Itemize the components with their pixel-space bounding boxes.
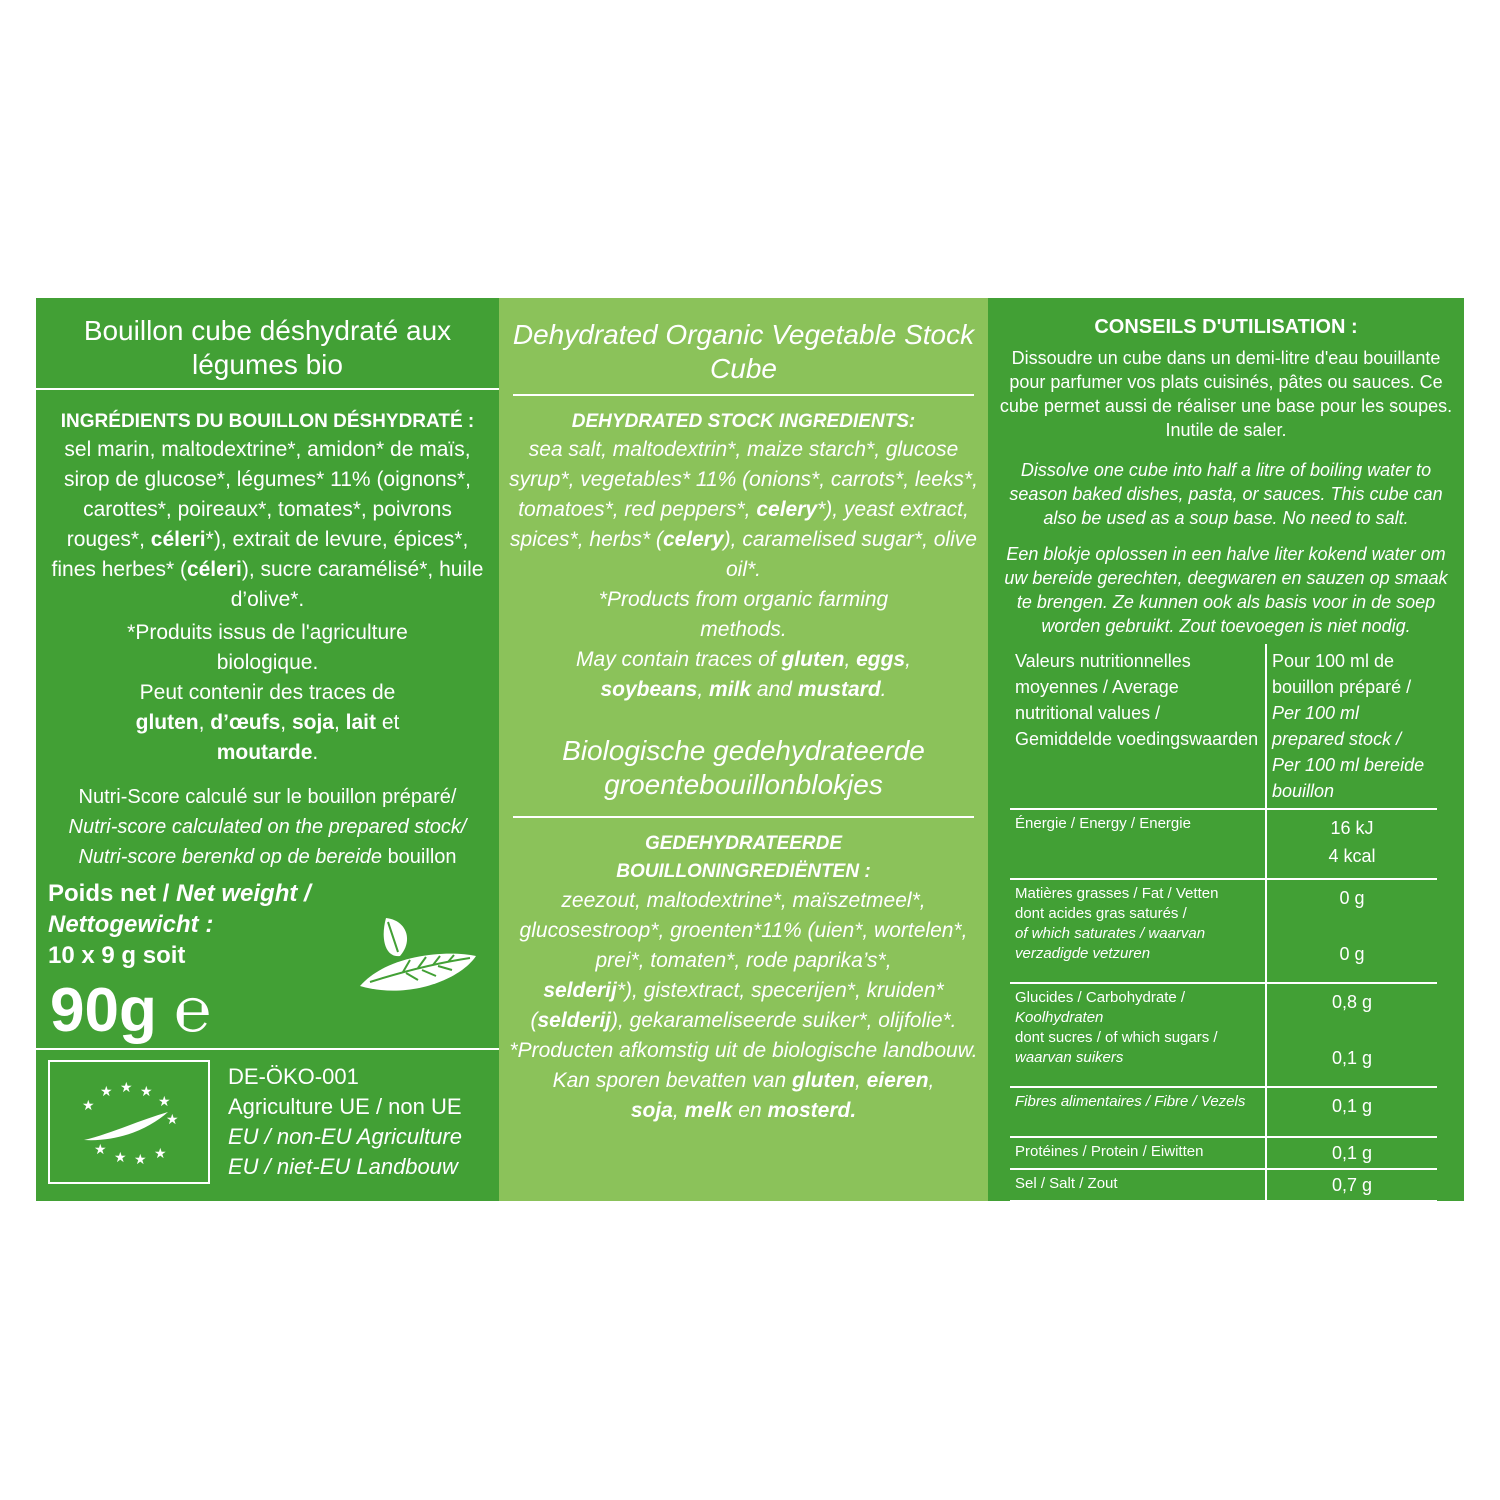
energy-value [1266, 809, 1437, 879]
sugar-value-text: 0,1 g [1331, 1048, 1373, 1068]
svg-text:★: ★ [114, 1150, 127, 1166]
product-label [36, 298, 1464, 1201]
fibre-value: 0,1 g [1266, 1087, 1437, 1137]
table-row [1010, 644, 1437, 809]
usage-nl: Een blokje oplossen in een halve liter kokend water om uw bereide gerechten, deegwaren en sauzen op smaak te brengen. Ze kunnen ook als basis voor in de soep worden gebruikt. Zout toevoegen is niet nodig. [1004, 544, 1448, 636]
carb-value-text: 0,8 g [1331, 992, 1373, 1012]
table-head-left: Valeurs nutritionnelles moyennes / Average nutritional values / Gemiddelde voedingswaarden [1010, 644, 1266, 809]
ingredients-part: ), gekarameliseerde suiker*, olijfolie*. *Producten afkomstig uit de biologische landbouw. [509, 1009, 978, 1062]
ingredients-part: *), yeast extract, spices*, herbs* ( [510, 498, 969, 551]
cert-en: EU / non-EU Agriculture [228, 1124, 462, 1149]
allergen: gluten [791, 1069, 855, 1092]
table-row [1010, 983, 1437, 1087]
nutri-fr: Nutri-Score calculé sur le bouillon préparé/ [78, 786, 457, 808]
dutch-title: Biologische gedehydrateerde groentebouillonblokjes [562, 735, 925, 800]
sugar-label-text: dont sucres / of which sugars / [1015, 1029, 1218, 1046]
carb-label-nl: Koolhydraten [1015, 1009, 1104, 1026]
allergen: celery [662, 528, 724, 551]
table-row [1010, 1137, 1437, 1169]
sugar-label-nl: waarvan suikers [1015, 1049, 1124, 1066]
svg-text:★: ★ [100, 1084, 113, 1100]
ingredients-part: sea salt, maltodextrin*, maize starch*, glucose syrup*, vegetables* 11% (onions*, carrots*, leeks*, tomatoes*, red peppers*, [509, 438, 978, 521]
ingredients-part: sel marin, maltodextrine*, amidon* de maïs, sirop de glucose*, légumes* 11% (oignons*, carottes*, poireaux*, tomates*, poivrons rouges*, [63, 438, 472, 551]
net-weight [48, 878, 388, 971]
allergen: soybeans [600, 678, 698, 701]
fat-label-text: Matières grasses / Fat / Vetten [1015, 885, 1219, 902]
organic-note: *Products from organic farming methods. [598, 588, 889, 641]
allergen: eggs [856, 648, 906, 671]
head-right-en-nl: Per 100 ml prepared stock / Per 100 ml bereide bouillon [1272, 703, 1425, 801]
panel-french [36, 298, 499, 1201]
allergen: soja [630, 1099, 673, 1122]
table-row [1010, 809, 1437, 879]
nutrition-table [1010, 644, 1437, 1202]
table-row [1010, 1169, 1437, 1201]
fibre-label: Fibres alimentaires / Fibre / Vezels [1010, 1087, 1266, 1137]
eu-organic-logo [48, 1060, 210, 1184]
allergen: céleri [186, 558, 242, 581]
sat-label-en-nl: of which saturates / waarvan verzadigde vetzuren [1015, 925, 1206, 962]
allergen: lait [345, 711, 376, 734]
table-row [1010, 1087, 1437, 1137]
cert-nl: EU / niet-EU Landbouw [228, 1154, 458, 1179]
allergen: eieren [866, 1069, 929, 1092]
energy-kcal: 4 kcal [1328, 846, 1376, 866]
weight-en: Net weight / [176, 880, 311, 907]
nutri-nl: bouillon [387, 846, 457, 868]
energy-kj: 16 kJ [1330, 818, 1374, 838]
divider [513, 394, 974, 396]
table-row [1010, 879, 1437, 983]
allergen: milk [709, 678, 752, 701]
ingredients-part: zeezout, maltodextrine*, maïszetmeel*, glucosestroop*, groenten*11% (uien*, wortelen*, prei*, tomaten*, rode paprika’s*, [519, 889, 968, 972]
cert-fr: Agriculture UE / non UE [228, 1094, 462, 1119]
allergen: céleri [150, 528, 206, 551]
salt-value: 0,7 g [1266, 1169, 1437, 1201]
allergen: soja [291, 711, 334, 734]
divider [36, 1048, 499, 1050]
head-right-fr: Pour 100 ml de bouillon préparé / [1272, 651, 1412, 697]
panel-usage-nutrition [988, 298, 1464, 1201]
allergen: gluten [781, 648, 845, 671]
allergen: d’œufs [210, 711, 281, 734]
svg-text:★: ★ [120, 1080, 133, 1096]
english-title: Dehydrated Organic Vegetable Stock Cube [512, 319, 975, 384]
traces-text: Peut contenir des traces de gluten, d’œufs, soja, lait et moutarde. [135, 681, 400, 764]
english-ingredients-heading: DEHYDRATED STOCK INGREDIENTS: [571, 411, 916, 432]
divider [513, 816, 974, 818]
traces-intro: Peut contenir des traces de [139, 681, 396, 704]
svg-text:★: ★ [140, 1084, 153, 1100]
divider [36, 388, 499, 390]
allergen: mosterd. [767, 1099, 857, 1122]
fat-value-text: 0 g [1339, 888, 1365, 908]
dutch-ingredients-heading: GEDEHYDRATEERDE BOUILLONINGREDIËNTEN : [616, 833, 871, 882]
energy-label: Énergie / Energy / Energie [1010, 809, 1266, 879]
weight-value: 90g [50, 976, 157, 1045]
allergen: selderij [537, 1009, 612, 1032]
allergen: gluten [135, 711, 199, 734]
organic-note: *Produits issus de l'agriculture biologique. [127, 621, 408, 674]
allergen: celery [756, 498, 818, 521]
estimated-sign: ℮ [174, 976, 212, 1045]
traces-intro: May contain traces of [576, 648, 776, 671]
carb-label-text: Glucides / Carbohydrate / [1015, 989, 1186, 1006]
english-ingredients-text: sea salt, maltodextrin*, maize starch*, glucose syrup*, vegetables* 11% (onions*, carrots*, leeks*, tomatoes*, red peppers*, celery*), yeast extract, spices*, herbs* (celery), caramelised sugar*, olive oil*. *Products from organic farming methods. May contain traces of gluten, eggs, soybeans, milk and mustard. [509, 438, 978, 701]
salt-label: Sel / Salt / Zout [1010, 1169, 1266, 1201]
dutch-ingredients-text: zeezout, maltodextrine*, maïszetmeel*, glucosestroop*, groenten*11% (uien*, wortelen*, prei*, tomaten*, rode paprika’s*, selderij*), gistextract, specerijen*, kruiden* (selderij), gekarameliseerde suiker*, olijfolie*. *Producten afkomstig uit de biologische landbouw. Kan sporen bevatten van gluten, eieren, soja, melk en mosterd. [509, 889, 978, 1122]
sat-value-text: 0 g [1339, 944, 1365, 964]
conjunction: and [756, 678, 792, 701]
conjunction: en [738, 1099, 762, 1122]
svg-text:★: ★ [154, 1146, 167, 1162]
svg-text:★: ★ [158, 1094, 171, 1110]
svg-text:★: ★ [94, 1142, 107, 1158]
carb-label [1010, 983, 1266, 1087]
french-title: Bouillon cube déshydraté aux légumes bio [83, 315, 452, 380]
traces-intro: Kan sporen bevatten van [552, 1069, 787, 1092]
ingredients-part: ), sucre caramélisé*, huile d’olive*. [230, 558, 484, 611]
conjunction: et [381, 711, 400, 734]
ingredients-part: *), extrait de levure, épices*, fines herbes* ( [51, 528, 469, 581]
usage-fr: Dissoudre un cube dans un demi-litre d'eau bouillante pour parfumer vos plats cuisinés, pâtes ou sauces. Ce cube permet aussi de réaliser une base pour les soupes. Inutile de saler. [999, 348, 1453, 440]
allergen: moutarde [216, 741, 313, 764]
carb-value [1266, 983, 1437, 1087]
protein-label: Protéines / Protein / Eiwitten [1010, 1137, 1266, 1169]
svg-text:★: ★ [82, 1098, 95, 1114]
usage-heading: CONSEILS D'UTILISATION : [1094, 316, 1358, 338]
svg-text:★: ★ [166, 1112, 179, 1128]
nutri-score-note [40, 782, 495, 872]
cert-code: DE-ÖKO-001 [228, 1064, 359, 1089]
leaf-icon [348, 910, 488, 1000]
certification [228, 1062, 498, 1182]
protein-value: 0,1 g [1266, 1137, 1437, 1169]
fat-value [1266, 879, 1437, 983]
allergen: melk [684, 1099, 733, 1122]
weight-detail: 10 x 9 g soit [48, 942, 186, 969]
panel-english-dutch [499, 298, 988, 1201]
usage-en: Dissolve one cube into half a litre of boiling water to season baked dishes, pasta, or sauces. This cube can also be used as a soup base. No need to salt. [1009, 460, 1443, 528]
allergen: mustard [797, 678, 881, 701]
weight-total [50, 976, 211, 1046]
ingredients-text [42, 435, 493, 615]
ingredients-part: ), caramelised sugar*, olive oil*. [723, 528, 977, 581]
ingredients-heading: INGRÉDIENTS DU BOUILLON DÉSHYDRATÉ : [60, 411, 475, 432]
nutri-nl: Nutri-score berenkd op de bereide [78, 846, 382, 868]
weight-nl: Nettogewicht : [48, 911, 214, 938]
ingredients-part: *), gistextract, specerijen*, kruiden* ( [530, 979, 944, 1032]
nutri-en: Nutri-score calculated on the prepared stock/ [68, 816, 467, 838]
fat-label [1010, 879, 1266, 983]
table-head-right [1266, 644, 1437, 809]
sat-label-fr: dont acides gras saturés / [1015, 905, 1187, 922]
svg-text:★: ★ [134, 1152, 147, 1168]
weight-fr: Poids net / [48, 880, 170, 907]
allergen: selderij [543, 979, 617, 1002]
